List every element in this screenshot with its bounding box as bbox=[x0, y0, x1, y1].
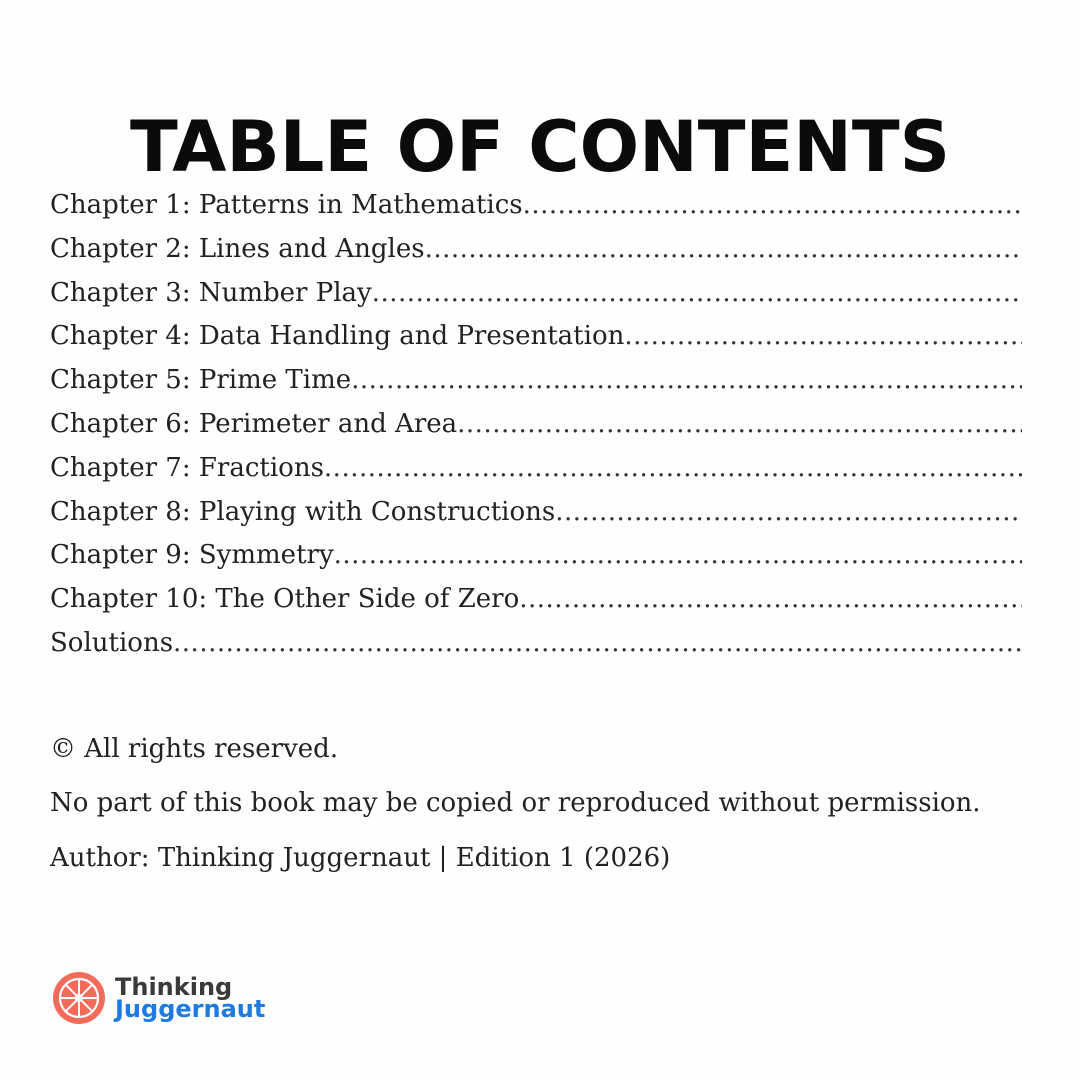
toc-entry-chapter-6 bbox=[50, 409, 1022, 453]
rights-line: © All rights reserved. bbox=[50, 734, 339, 764]
toc-entry-label: Chapter 8: Playing with Constructions bbox=[50, 496, 556, 527]
toc-leader-dots bbox=[173, 628, 1022, 658]
toc-entry-label: Solutions bbox=[50, 627, 174, 658]
toc-entry-chapter-4 bbox=[50, 321, 1022, 365]
toc-entry-label: Chapter 2: Lines and Angles bbox=[50, 233, 425, 264]
toc-entry-label: Chapter 6: Perimeter and Area bbox=[50, 408, 458, 439]
toc-entry-label: Chapter 4: Data Handling and Presentation bbox=[50, 321, 625, 352]
toc-leader-dots bbox=[457, 409, 1022, 439]
author-edition-line: Author: Thinking Juggernaut | Edition 1 (2026) bbox=[50, 843, 671, 873]
toc-entry-chapter-5 bbox=[50, 365, 1022, 409]
toc-entry-chapter-9 bbox=[50, 540, 1022, 584]
brand-word-juggernaut: Juggernaut bbox=[115, 995, 266, 1023]
toc-leader-dots bbox=[555, 497, 1022, 527]
toc-entry-label: Chapter 5: Prime Time bbox=[50, 365, 352, 396]
toc-entry-chapter-3 bbox=[50, 278, 1022, 322]
toc-entry-label: Chapter 1: Patterns in Mathematics bbox=[50, 190, 523, 220]
toc-leader-dots bbox=[624, 321, 1022, 351]
toc-leader-dots bbox=[324, 453, 1022, 483]
toc-entry-chapter-2 bbox=[50, 234, 1022, 278]
toc-entry-chapter-1 bbox=[50, 190, 1022, 234]
toc-entry-label: Chapter 10: The Other Side of Zero bbox=[50, 584, 520, 615]
toc-leader-dots bbox=[523, 190, 1022, 220]
toc-leader-dots bbox=[351, 365, 1022, 395]
brand-logo bbox=[51, 970, 265, 1026]
brand-word-thinking: Thinking bbox=[115, 973, 233, 1001]
toc-leader-dots bbox=[519, 584, 1022, 614]
toc-entry-chapter-8 bbox=[50, 497, 1022, 541]
page-title: TABLE OF CONTENTS bbox=[129, 105, 951, 188]
copyright-block bbox=[50, 734, 1040, 883]
toc-entry-label: Chapter 3: Number Play bbox=[50, 277, 372, 308]
brand-wordmark bbox=[115, 973, 266, 1023]
toc-entry-solutions bbox=[50, 628, 1022, 672]
table-of-contents bbox=[50, 190, 1022, 672]
toc-entry-chapter-7 bbox=[50, 453, 1022, 497]
toc-leader-dots bbox=[425, 234, 1022, 264]
toc-entry-chapter-10 bbox=[50, 584, 1022, 628]
permission-notice: No part of this book may be copied or reproduced without permission. bbox=[50, 788, 981, 818]
toc-leader-dots bbox=[334, 540, 1022, 570]
toc-leader-dots bbox=[372, 278, 1022, 308]
toc-entry-label: Chapter 9: Symmetry bbox=[50, 540, 334, 571]
wheel-logo-icon bbox=[51, 970, 107, 1026]
toc-entry-label: Chapter 7: Fractions bbox=[50, 452, 324, 483]
